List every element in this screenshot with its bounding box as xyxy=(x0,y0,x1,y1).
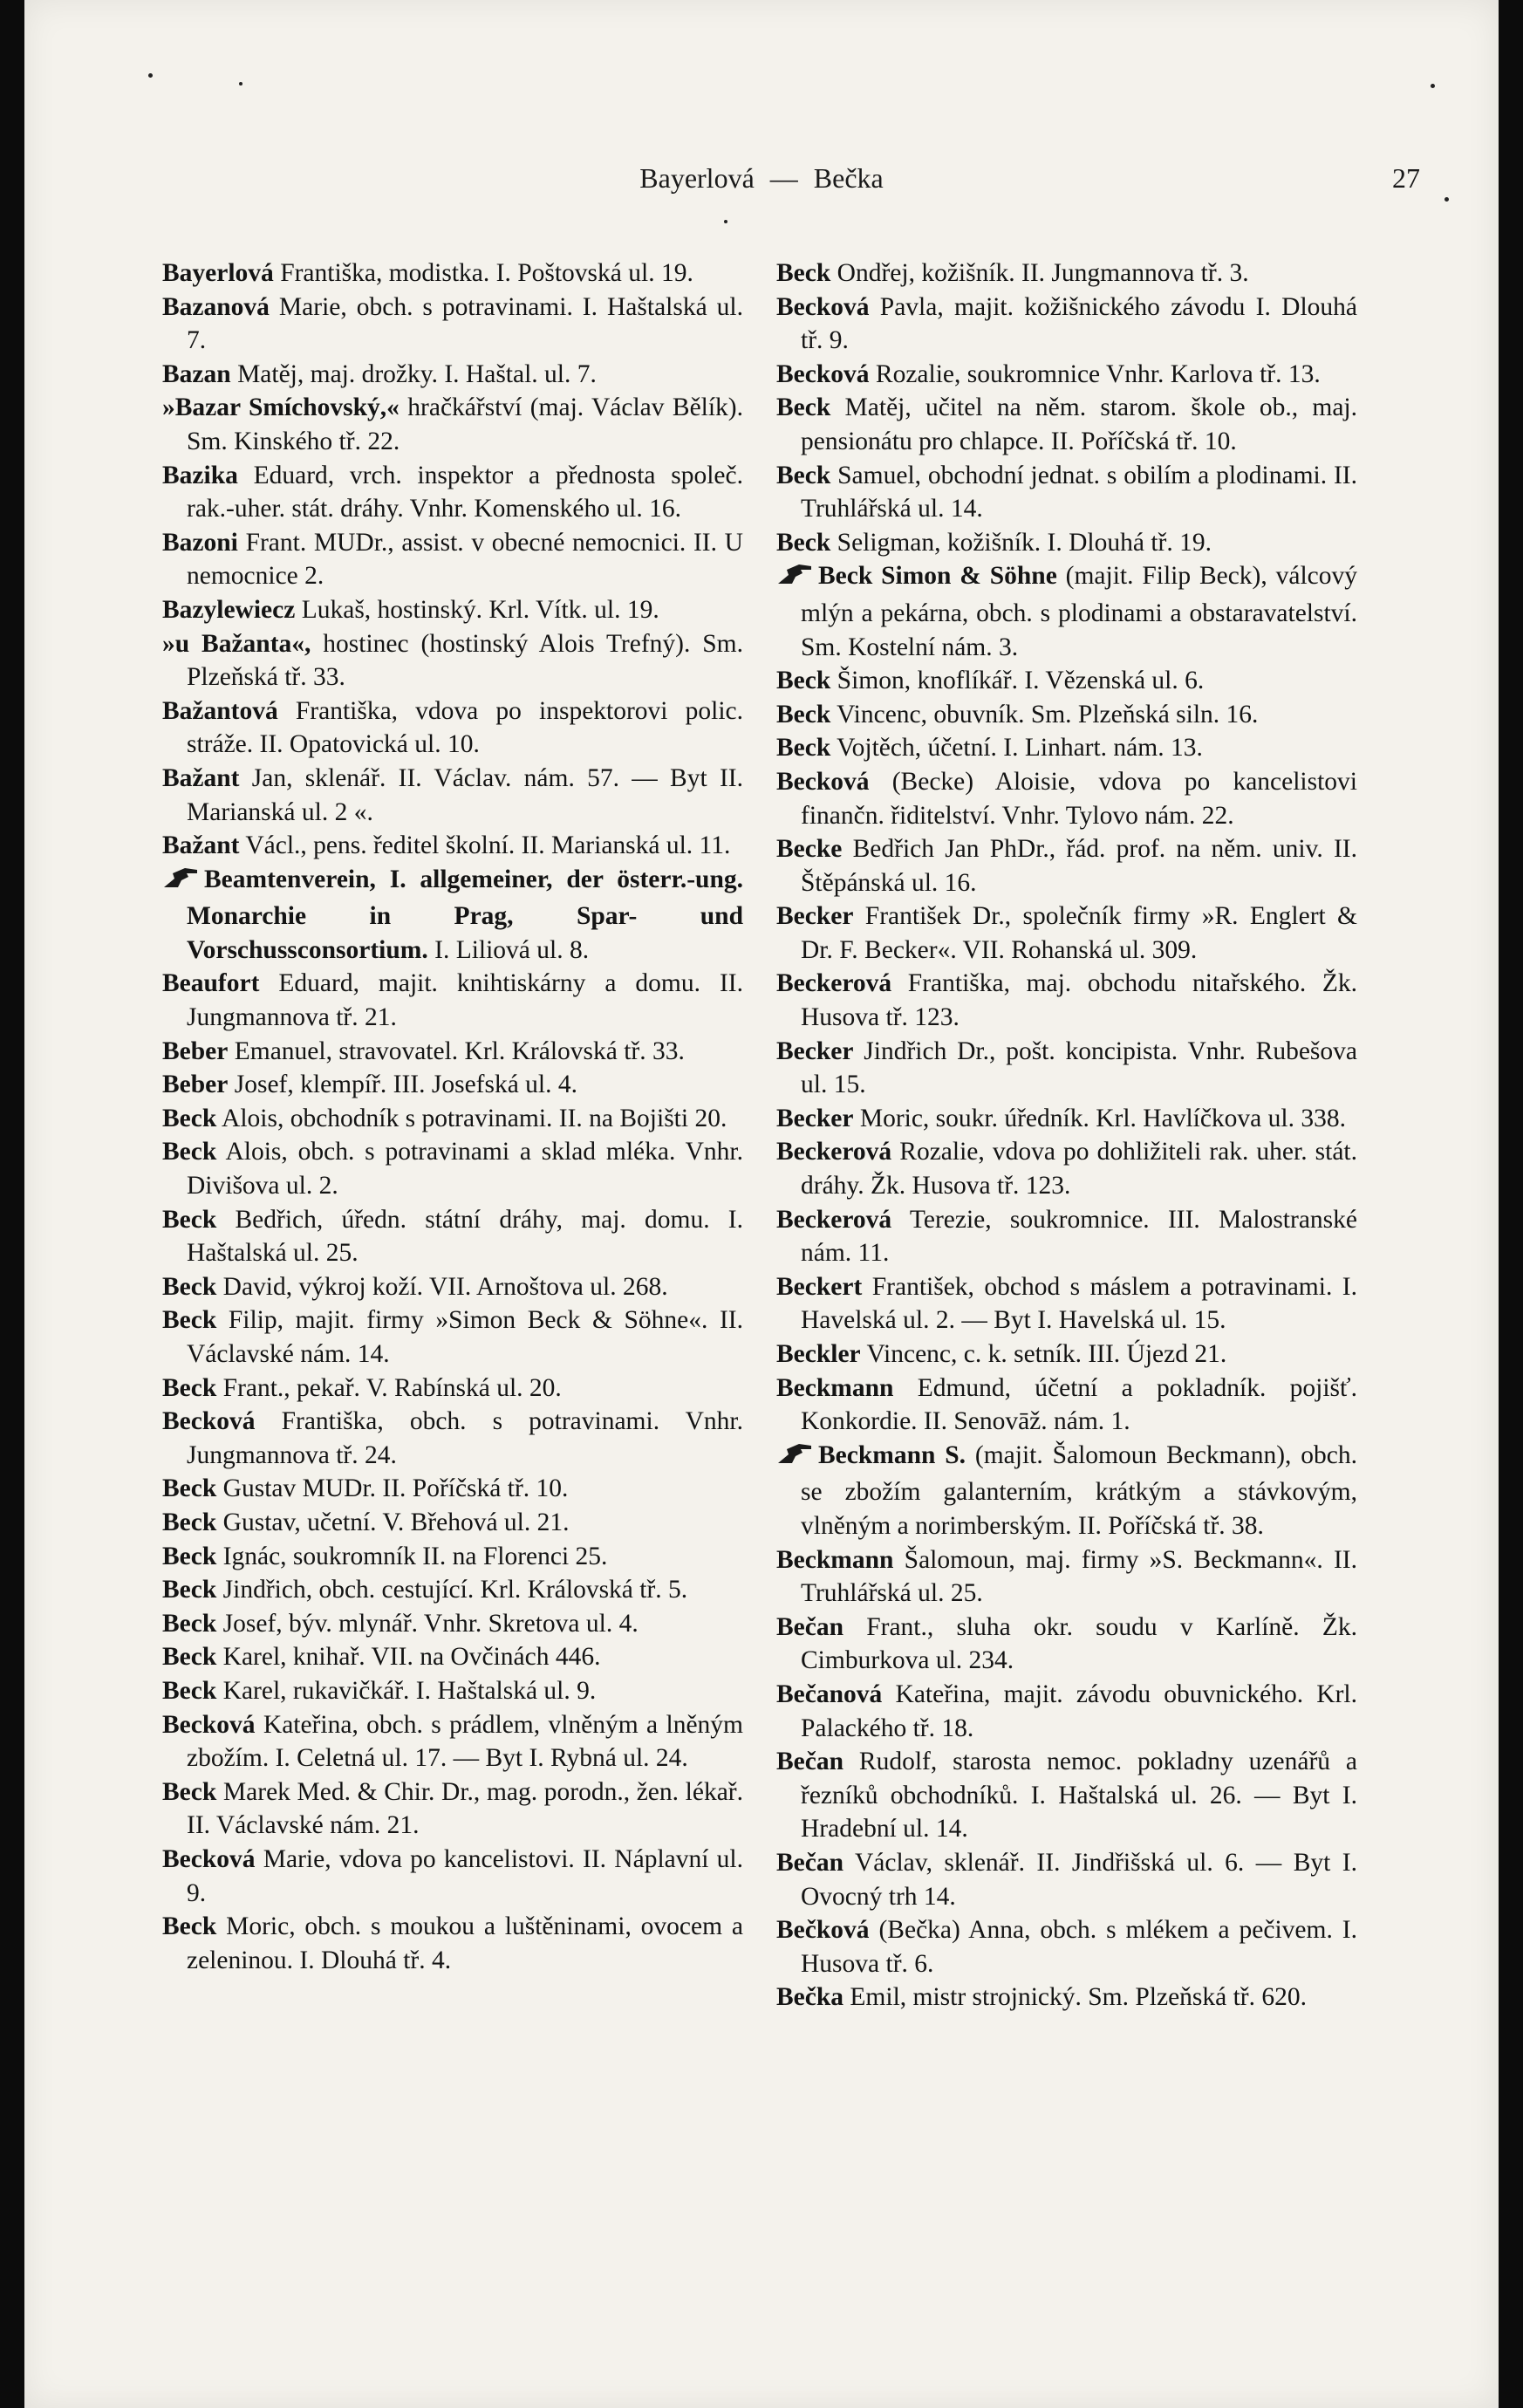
directory-entry xyxy=(162,627,743,694)
entry-name: Beckler xyxy=(776,1340,861,1368)
entry-details: Marek Med. & Chir. Dr., mag. porodn., žen. lékař. II. Václavské nám. 21. xyxy=(187,1777,743,1840)
entry-name: Becková xyxy=(162,1844,256,1873)
directory-entry xyxy=(776,832,1357,900)
directory-entry xyxy=(162,1035,743,1069)
entry-details: Karel, knihař. VII. na Ovčinách 446. xyxy=(216,1643,601,1672)
directory-entry xyxy=(162,1506,743,1540)
directory-entry xyxy=(776,1135,1357,1202)
directory-entry xyxy=(776,1678,1357,1745)
entry-name: Beckerová xyxy=(776,969,892,998)
directory-entry xyxy=(776,698,1357,732)
entry-details: Vincenc, obuvník. Sm. Plzeňská siln. 16. xyxy=(830,700,1259,729)
entry-name: Becková xyxy=(776,292,870,321)
entry-details: Eduard, vrch. inspektor a přednosta společ. rak.-uher. stát. dráhy. Vnhr. Komenského ul. 16. xyxy=(187,461,743,523)
directory-entry xyxy=(776,1102,1357,1136)
directory-entry xyxy=(776,1980,1357,2015)
entry-name: Becková xyxy=(162,1407,256,1436)
entry-details: Václ., pens. ředitel školní. II. Marianská ul. 11. xyxy=(239,831,731,860)
entry-name: Beck xyxy=(162,1508,217,1536)
entry-details: Kateřina, majit. závodu obuvnického. Krl. Palackého tř. 18. xyxy=(801,1679,1357,1742)
directory-entry xyxy=(162,1068,743,1102)
pointing-hand-icon xyxy=(776,1440,818,1476)
entry-name: Becker xyxy=(776,1036,854,1065)
entry-name: Beckert xyxy=(776,1272,863,1301)
entry-details: Bedřich, úředn. státní dráhy, maj. domu. I. Haštalská ul. 25. xyxy=(187,1205,743,1268)
entry-name: Beck xyxy=(162,1138,217,1166)
entry-details: Ignác, soukromník II. na Florenci 25. xyxy=(216,1542,608,1570)
entry-details: Edmund, účetní a pokladník. pojišť. Konkordie. II. Senovāž. nám. 1. xyxy=(801,1373,1357,1436)
directory-entry xyxy=(162,1607,743,1641)
entry-details: Karel, rukavičkář. I. Haštalská ul. 9. xyxy=(216,1676,597,1705)
scan-speck xyxy=(724,220,727,223)
entry-details: Rozalie, vdova po dohližiteli rak. uher. stát. dráhy. Žk. Husova tř. 123. xyxy=(801,1138,1357,1201)
entry-name: Beckerová xyxy=(776,1205,892,1234)
entry-name: Beckmann S. xyxy=(818,1440,966,1469)
entry-name: Beck xyxy=(162,1373,217,1402)
directory-entry xyxy=(162,593,743,627)
directory-entry xyxy=(776,559,1357,664)
entry-name: Beck xyxy=(162,1272,217,1301)
directory-entry xyxy=(162,829,743,863)
directory-page xyxy=(24,0,1499,2408)
entry-details: Františka, modistka. I. Poštovská ul. 19. xyxy=(273,259,693,287)
entry-name: Beck Simon & Söhne xyxy=(818,562,1057,591)
directory-entry xyxy=(162,1135,743,1202)
entry-details: Bedřich Jan PhDr., řád. prof. na něm. univ. II. Štěpánská ul. 16. xyxy=(801,835,1357,897)
entry-name: Beck xyxy=(162,1777,217,1806)
entry-details: Marie, vdova po kancelistovi. II. Náplavní ul. 9. xyxy=(187,1844,743,1907)
entry-name: Beck xyxy=(776,734,831,763)
directory-entry xyxy=(162,1708,743,1775)
running-title-right: Bečka xyxy=(813,162,884,194)
entry-name: Bazika xyxy=(162,461,238,489)
running-title xyxy=(24,162,1499,195)
entry-details: Vojtěch, účetní. I. Linhart. nám. 13. xyxy=(830,734,1203,763)
entry-details: Emil, mistr strojnický. Sm. Plzeňská tř. 620. xyxy=(843,1983,1308,2012)
directory-entry xyxy=(162,694,743,762)
directory-entry xyxy=(162,762,743,829)
directory-entry xyxy=(776,291,1357,358)
entry-name: Beaufort xyxy=(162,969,260,998)
entry-name: Bečan xyxy=(776,1612,844,1641)
entry-details: Moric, soukr. úředník. Krl. Havlíčkova ul. 338. xyxy=(853,1104,1346,1132)
entry-details: Lukaš, hostinský. Krl. Vítk. ul. 19. xyxy=(295,595,659,624)
entry-details: František Dr., společník firmy »R. Englert & Dr. F. Becker«. VII. Rohanská ul. 309. xyxy=(801,902,1357,964)
entry-details: I. Liliová ul. 8. xyxy=(427,935,590,964)
directory-entry xyxy=(776,1913,1357,1980)
entry-name: Beck xyxy=(776,528,831,557)
entry-name: Beck xyxy=(162,1912,217,1941)
entry-details: František, obchod s máslem a potravinami. I. Havelská ul. 2. — Byt I. Havelská ul. 15. xyxy=(801,1272,1357,1335)
entry-details: Ondřej, kožišník. II. Jungmannova tř. 3. xyxy=(830,259,1249,287)
page-header xyxy=(24,162,1499,206)
entry-details: Matěj, učitel na něm. starom. škole ob., maj. pensionátu pro chlapce. II. Poříčská tř. 10. xyxy=(801,393,1357,455)
entry-name: Beck xyxy=(776,667,831,695)
entry-details: Gustav MUDr. II. Poříčská tř. 10. xyxy=(216,1474,569,1503)
directory-entry xyxy=(776,967,1357,1034)
entry-name: Bazanová xyxy=(162,292,270,321)
directory-entry xyxy=(162,863,743,968)
directory-entry xyxy=(776,731,1357,765)
entry-name: Beck xyxy=(162,1306,217,1335)
entry-name: Beck xyxy=(162,1576,217,1604)
entry-name: Becker xyxy=(776,902,854,931)
entry-details: Rozalie, soukromnice Vnhr. Karlova tř. 13. xyxy=(869,359,1321,388)
entry-name: Bazylewiecz xyxy=(162,595,296,624)
entry-name: Becková xyxy=(776,767,870,796)
entry-details: Filip, majit. firmy »Simon Beck & Söhne«. II. Václavské nám. 14. xyxy=(187,1306,743,1368)
entry-details: (majit. Šalomoun Beckmann), obch. se zbožím galanterním, krátkým a stávkovým, vlněným a norimberským. II. Poříčská tř. 38. xyxy=(801,1440,1357,1540)
directory-entry xyxy=(162,1843,743,1910)
pointing-hand-icon xyxy=(776,561,818,597)
entry-name: Beck xyxy=(776,393,831,422)
entry-name: Bažant xyxy=(162,831,240,860)
entry-details: Matěj, maj. drožky. I. Haštal. ul. 7. xyxy=(230,359,597,388)
entry-name: Becker xyxy=(776,1104,854,1132)
directory-entry xyxy=(162,967,743,1034)
entry-details: Alois, obch. s potravinami a sklad mléka. Vnhr. Divišova ul. 2. xyxy=(187,1138,743,1201)
entry-name: Beck xyxy=(162,1609,217,1638)
directory-entry xyxy=(162,1674,743,1708)
entry-name: Bazoni xyxy=(162,528,238,557)
entry-details: Terezie, soukromnice. III. Malostranské nám. 11. xyxy=(801,1205,1357,1268)
entry-name: Beckerová xyxy=(776,1138,892,1166)
entry-details: Jindřich Dr., pošt. koncipista. Vnhr. Rubešova ul. 15. xyxy=(801,1036,1357,1099)
entry-details: Emanuel, stravovatel. Krl. Královská tř. 33. xyxy=(228,1036,685,1065)
entry-name: Bečková xyxy=(776,1916,870,1945)
entry-name: Bazan xyxy=(162,359,231,388)
entry-name: Beamtenverein, I. allgemeiner, der österr.-ung. Monarchie in Prag, Spar- und Vorschussconsortium. xyxy=(187,865,743,964)
entry-name: Bečan xyxy=(776,1848,844,1877)
directory-entry xyxy=(162,1573,743,1607)
directory-entry xyxy=(776,1270,1357,1337)
entry-details: Josef, klempíř. III. Josefská ul. 4. xyxy=(228,1071,578,1099)
entry-details: Frant., sluha okr. soudu v Karlíně. Žk. Cimburkova ul. 234. xyxy=(801,1612,1357,1675)
entry-name: Beckmann xyxy=(776,1373,894,1402)
pointing-hand-icon xyxy=(162,865,204,900)
entry-details: Rudolf, starosta nemoc. pokladny uzenářů a řezníků obchodníků. I. Haštalská ul. 26. — Byt I. Hradební ul. 14. xyxy=(801,1748,1357,1844)
left-column xyxy=(162,257,743,1977)
directory-entry xyxy=(776,257,1357,291)
directory-entry xyxy=(776,1611,1357,1678)
directory-entry xyxy=(162,1203,743,1270)
directory-entry xyxy=(776,1439,1357,1543)
directory-entry xyxy=(776,459,1357,526)
entry-name: Beck xyxy=(162,1542,217,1570)
directory-entry xyxy=(776,1745,1357,1846)
entry-details: Františka, obch. s potravinami. Vnhr. Jungmannova tř. 24. xyxy=(187,1407,743,1469)
entry-details: Moric, obch. s moukou a luštěninami, ovocem a zeleninou. I. Dlouhá tř. 4. xyxy=(187,1912,743,1974)
entry-name: Becke xyxy=(776,835,843,864)
directory-entry xyxy=(162,1372,743,1406)
entry-details: Frant., pekař. V. Rabínská ul. 20. xyxy=(216,1373,562,1402)
entry-name: Beber xyxy=(162,1071,229,1099)
scan-speck xyxy=(1444,197,1449,202)
entry-name: Bayerlová xyxy=(162,259,274,287)
entry-details: Kateřina, obch. s prádlem, vlněným a lněným zbožím. I. Celetná ul. 17. — Byt I. Rybná ul. 24. xyxy=(187,1710,743,1773)
entry-details: Vincenc, c. k. setník. III. Újezd 21. xyxy=(860,1340,1227,1368)
entry-name: Beck xyxy=(776,259,831,287)
entry-details: Františka, maj. obchodu nitařského. Žk. Husova tř. 123. xyxy=(801,969,1357,1032)
entry-name: Beck xyxy=(162,1205,217,1234)
entry-name: Beck xyxy=(162,1676,217,1705)
directory-entry xyxy=(776,900,1357,967)
entry-details: Alois, obchodník s potravinami. II. na Bojišti 20. xyxy=(216,1104,727,1132)
entry-details: Šimon, knoflíkář. I. Vězenská ul. 6. xyxy=(830,667,1205,695)
directory-entry xyxy=(162,1270,743,1304)
directory-entry xyxy=(162,1540,743,1574)
scan-speck xyxy=(239,82,242,86)
entry-details: Seligman, kožišník. I. Dlouhá tř. 19. xyxy=(830,528,1212,557)
directory-entry xyxy=(162,1405,743,1472)
directory-entry xyxy=(776,1203,1357,1270)
entry-details: (Becke) Aloisie, vdova po kancelistovi finančn. řiditelství. Vnhr. Tylovo nám. 22. xyxy=(801,767,1357,830)
entry-name: Bečan xyxy=(776,1748,844,1776)
entry-name: Beck xyxy=(162,1474,217,1503)
entry-details: Marie, obch. s potravinami. I. Haštalská ul. 7. xyxy=(187,292,743,355)
entry-details: Jan, sklenář. II. Václav. nám. 57. — Byt II. Marianská ul. 2 «. xyxy=(187,763,743,826)
right-column xyxy=(776,257,1357,2015)
entry-details: Jindřich, obch. cestující. Krl. Královská tř. 5. xyxy=(216,1576,688,1604)
entry-details: Václav, sklenář. II. Jindřišská ul. 6. — Byt I. Ovocný trh 14. xyxy=(801,1848,1357,1911)
entry-details: hračkářství (maj. Václav Bělík). Sm. Kinského tř. 22. xyxy=(187,393,743,455)
directory-entry xyxy=(162,291,743,358)
entry-name: Becková xyxy=(162,1710,256,1739)
entry-name: »u Bažanta«, xyxy=(162,629,311,658)
scan-speck xyxy=(148,73,153,78)
directory-entry xyxy=(162,1472,743,1506)
entry-name: Beck xyxy=(162,1643,217,1672)
page-number: 27 xyxy=(1392,162,1420,194)
entry-details: Pavla, majit. kožišnického závodu I. Dlouhá tř. 9. xyxy=(801,292,1357,355)
directory-entry xyxy=(776,1543,1357,1611)
entry-details: Šalomoun, maj. firmy »S. Beckmann«. II. Truhlářská ul. 25. xyxy=(801,1545,1357,1608)
entry-name: Beck xyxy=(776,700,831,729)
directory-entry xyxy=(776,664,1357,698)
entry-details: Frant. MUDr., assist. v obecné nemocnici. II. U nemocnice 2. xyxy=(187,528,743,591)
directory-entry xyxy=(162,526,743,593)
entry-details: Eduard, majit. knihtiskárny a domu. II. Jungmannova tř. 21. xyxy=(187,969,743,1032)
directory-entry xyxy=(776,526,1357,560)
directory-entry xyxy=(776,1035,1357,1102)
entry-name: »Bazar Smíchovský,« xyxy=(162,393,400,422)
directory-entry xyxy=(776,1372,1357,1439)
entry-details: David, výkroj koží. VII. Arnoštova ul. 268. xyxy=(216,1272,668,1301)
directory-entry xyxy=(776,358,1357,392)
entry-name: Beckmann xyxy=(776,1545,894,1574)
directory-entry xyxy=(162,257,743,291)
running-title-left: Bayerlová xyxy=(639,162,755,194)
directory-entry xyxy=(162,1910,743,1977)
directory-entry xyxy=(162,1640,743,1674)
entry-details: hostinec (hostinský Alois Trefný). Sm. Plzeňská tř. 33. xyxy=(187,629,743,692)
entry-name: Beck xyxy=(162,1104,217,1132)
entry-details: (majit. Filip Beck), válcový mlýn a pekárna, obch. s plodinami a obstaravatelství. Sm. Kostelní nám. 3. xyxy=(801,562,1357,661)
scan-speck xyxy=(1431,84,1435,88)
entry-name: Beber xyxy=(162,1036,229,1065)
entry-name: Bažantová xyxy=(162,696,278,725)
directory-entry xyxy=(776,1846,1357,1913)
entry-details: Josef, býv. mlynář. Vnhr. Skretova ul. 4. xyxy=(216,1609,639,1638)
entry-name: Becková xyxy=(776,359,870,388)
directory-entry xyxy=(162,391,743,458)
directory-entry xyxy=(776,765,1357,832)
entry-details: Františka, vdova po inspektorovi polic. stráže. II. Opatovická ul. 10. xyxy=(187,696,743,759)
entry-name: Bažant xyxy=(162,763,240,792)
directory-entry xyxy=(162,358,743,392)
directory-entry xyxy=(162,1102,743,1136)
directory-entry xyxy=(162,1775,743,1843)
entry-details: Samuel, obchodní jednat. s obilím a plodinami. II. Truhlářská ul. 14. xyxy=(801,461,1357,523)
directory-entry xyxy=(776,391,1357,458)
running-title-dash: — xyxy=(769,162,798,194)
directory-entry xyxy=(776,1337,1357,1372)
entry-name: Bečanová xyxy=(776,1679,883,1708)
directory-entry xyxy=(162,1303,743,1371)
entry-name: Beck xyxy=(776,461,831,489)
entry-details: Gustav, učetní. V. Břehová ul. 21. xyxy=(216,1508,570,1536)
entry-details: (Bečka) Anna, obch. s mlékem a pečivem. I. Husova tř. 6. xyxy=(801,1916,1357,1978)
directory-entry xyxy=(162,459,743,526)
entry-name: Bečka xyxy=(776,1983,844,2012)
